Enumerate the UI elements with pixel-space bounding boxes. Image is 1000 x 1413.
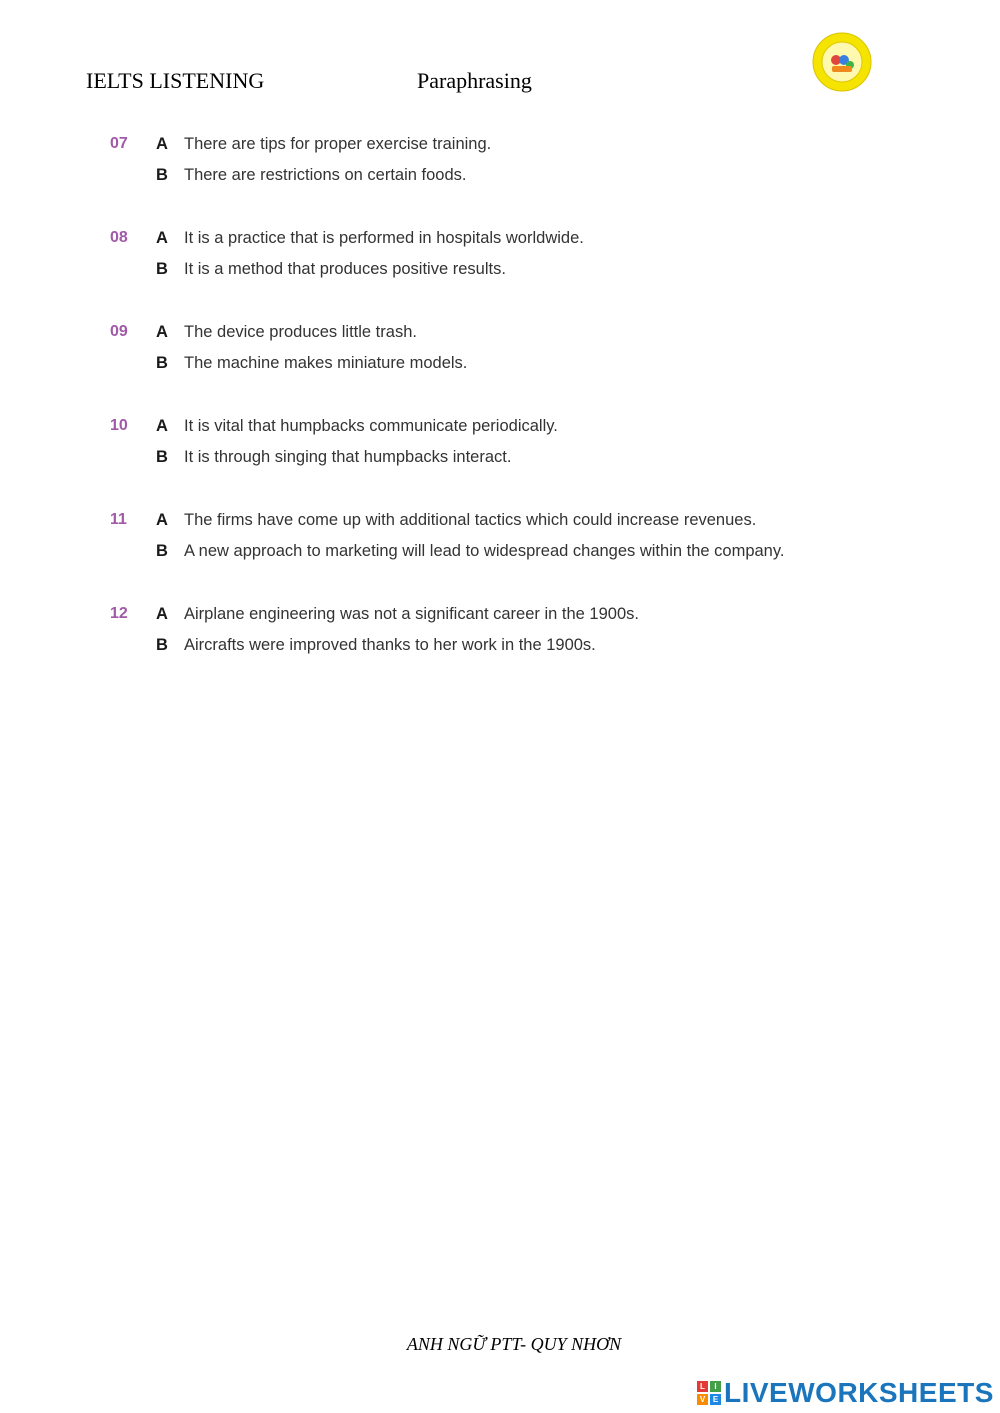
question-number: 12 bbox=[110, 605, 128, 622]
option-text: It is a method that produces positive results. bbox=[184, 260, 506, 278]
option-text: There are tips for proper exercise training. bbox=[184, 135, 492, 153]
question-item bbox=[110, 132, 970, 226]
logo-square: I bbox=[710, 1381, 721, 1392]
option-text: It is through singing that humpbacks interact. bbox=[184, 448, 512, 466]
option-a bbox=[156, 226, 584, 250]
logo-square: V bbox=[697, 1394, 708, 1405]
option-b bbox=[156, 257, 506, 281]
option-letter: B bbox=[156, 260, 168, 278]
header-subtitle: Paraphrasing bbox=[417, 68, 532, 93]
option-letter: A bbox=[156, 135, 168, 153]
question-item bbox=[110, 602, 970, 696]
liveworksheets-brand[interactable] bbox=[697, 1378, 994, 1408]
question-item bbox=[110, 320, 970, 414]
question-number: 08 bbox=[110, 229, 128, 246]
option-letter: B bbox=[156, 448, 168, 466]
option-text: A new approach to marketing will lead to widespread changes within the company. bbox=[184, 542, 785, 560]
option-text: It is a practice that is performed in hospitals worldwide. bbox=[184, 229, 584, 247]
option-letter: B bbox=[156, 354, 168, 372]
option-letter: B bbox=[156, 166, 168, 184]
option-letter: A bbox=[156, 605, 168, 623]
option-text: The machine makes miniature models. bbox=[184, 354, 468, 372]
option-b bbox=[156, 539, 784, 563]
option-b bbox=[156, 445, 511, 469]
option-text: The device produces little trash. bbox=[184, 323, 417, 341]
question-list bbox=[110, 132, 970, 696]
option-b bbox=[156, 163, 466, 187]
option-a bbox=[156, 414, 558, 438]
question-item bbox=[110, 414, 970, 508]
option-letter: A bbox=[156, 511, 168, 529]
option-letter: B bbox=[156, 542, 168, 560]
logo-square: L bbox=[697, 1381, 708, 1392]
option-b bbox=[156, 633, 596, 657]
option-text: Aircrafts were improved thanks to her work in the 1900s. bbox=[184, 636, 596, 654]
question-item bbox=[110, 508, 970, 602]
option-letter: A bbox=[156, 417, 168, 435]
option-letter: A bbox=[156, 229, 168, 247]
question-item bbox=[110, 226, 970, 320]
question-number: 07 bbox=[110, 135, 128, 152]
question-number: 11 bbox=[110, 511, 127, 528]
option-a bbox=[156, 508, 756, 532]
liveworksheets-logo-icon bbox=[697, 1381, 721, 1405]
option-a bbox=[156, 320, 417, 344]
liveworksheets-wordmark: LIVEWORKSHEETS bbox=[724, 1377, 994, 1408]
question-number: 09 bbox=[110, 323, 128, 340]
header-title: IELTS LISTENING bbox=[86, 68, 265, 93]
option-a bbox=[156, 602, 639, 626]
option-a bbox=[156, 132, 491, 156]
option-text: There are restrictions on certain foods. bbox=[184, 166, 467, 184]
option-text: Airplane engineering was not a significant career in the 1900s. bbox=[184, 605, 639, 623]
school-logo bbox=[812, 32, 872, 92]
option-b bbox=[156, 351, 467, 375]
option-text: It is vital that humpbacks communicate periodically. bbox=[184, 417, 558, 435]
option-letter: A bbox=[156, 323, 168, 341]
question-number: 10 bbox=[110, 417, 128, 434]
option-letter: B bbox=[156, 636, 168, 654]
footer-text: ANH NGỮ PTT- QUY NHƠN bbox=[406, 1334, 622, 1354]
option-text: The firms have come up with additional tactics which could increase revenues. bbox=[184, 511, 757, 529]
logo-square: E bbox=[710, 1394, 721, 1405]
